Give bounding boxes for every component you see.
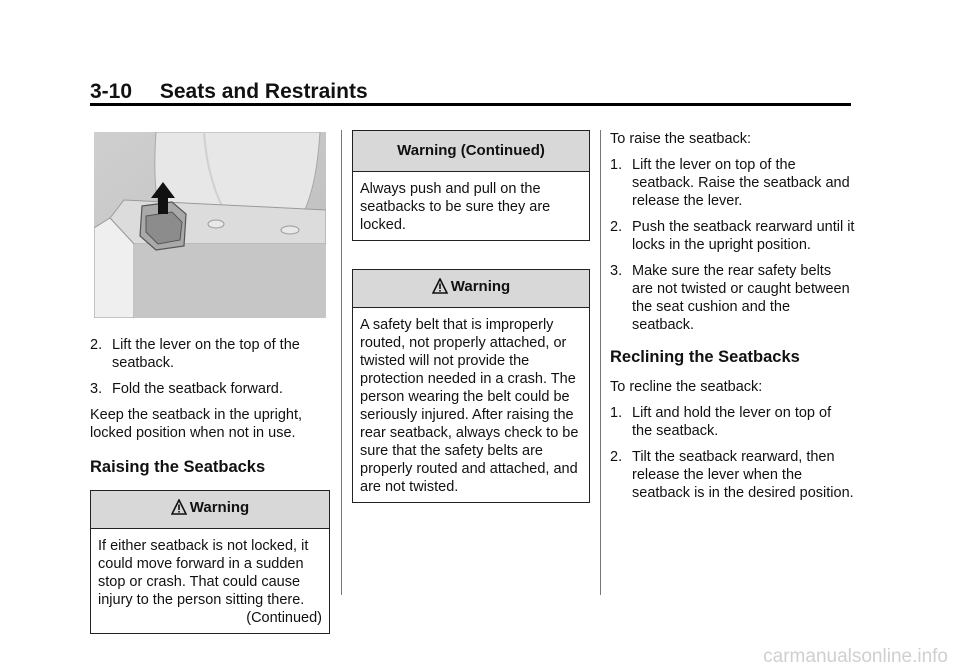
step-text: Lift the lever on the top of the seatback. — [112, 337, 300, 371]
page-number: 3-10 — [90, 80, 133, 103]
raise-intro: To raise the seatback: — [610, 131, 752, 147]
warning-header: Warning (Continued) — [353, 131, 589, 172]
safety-belt-warning-box — [352, 269, 590, 503]
warning-body — [91, 529, 329, 633]
watermark: carmanualsonline.info — [763, 646, 948, 667]
raise-steps-list — [610, 156, 855, 334]
warning-header — [353, 270, 589, 308]
warning-title: Warning — [450, 278, 511, 295]
column-3 — [610, 130, 855, 510]
list-item — [610, 156, 855, 210]
list-item — [90, 336, 330, 372]
warning-continued-box — [352, 130, 590, 241]
recline-steps-list — [610, 404, 855, 502]
step-text: Push the seatback rearward until it locks in the upright position. — [632, 219, 855, 253]
step-number: 2. — [610, 449, 623, 465]
seatback-lever-illustration — [94, 132, 326, 318]
step-number: 2. — [610, 219, 623, 235]
list-item — [610, 218, 855, 254]
column-2 — [352, 130, 590, 503]
upright-note: Keep the seatback in the upright, locked position when not in use. — [90, 407, 303, 441]
fold-steps-list — [90, 336, 330, 398]
page-header — [90, 80, 368, 104]
section-title: Seats and Restraints — [159, 80, 368, 103]
warning-title: Warning — [189, 499, 250, 516]
step-number: 3. — [610, 263, 623, 279]
list-item — [610, 404, 855, 440]
warning-text: If either seatback is not locked, it could move forward in a sudden stop or crash. That could cause injury to the person sitting there. — [98, 538, 309, 608]
step-text: Lift and hold the lever on top of the seatback. — [632, 405, 832, 439]
list-item — [90, 380, 330, 398]
step-text: Lift the lever on top of the seatback. Raise the seatback and release the lever. — [632, 157, 850, 209]
warning-triangle-icon — [432, 278, 448, 299]
continued-label: (Continued) — [246, 610, 322, 626]
step-text: Fold the seatback forward. — [112, 381, 283, 397]
column-1 — [90, 132, 330, 634]
step-text: Make sure the rear safety belts are not twisted or caught between the seat cushion and the seatback. — [632, 263, 850, 333]
step-number: 1. — [610, 405, 623, 421]
warning-box — [90, 490, 330, 634]
step-text: Tilt the seatback rearward, then release the lever when the seatback is in the desired position. — [632, 449, 854, 501]
list-item — [610, 262, 855, 334]
header-rule — [90, 103, 851, 106]
warning-text: Always push and pull on the seatbacks to be sure they are locked. — [360, 181, 551, 233]
warning-triangle-icon — [171, 499, 187, 520]
list-item — [610, 448, 855, 502]
step-number: 2. — [90, 337, 103, 353]
reclining-seatbacks-heading: Reclining the Seatbacks — [610, 348, 800, 366]
step-number: 1. — [610, 157, 623, 173]
column-divider — [600, 130, 601, 595]
raising-seatbacks-heading: Raising the Seatbacks — [90, 458, 266, 476]
column-divider — [341, 130, 342, 595]
recline-intro: To recline the seatback: — [610, 379, 763, 395]
warning-text: A safety belt that is improperly routed, not properly attached, or twisted will not provide the protection needed in a crash. The person wearing the belt could be seriously injured. After raising the rear seatback, always check to be sure that the safety belts are properly routed and attached, and are not twisted. — [360, 317, 579, 495]
warning-header — [91, 491, 329, 529]
step-number: 3. — [90, 381, 103, 397]
